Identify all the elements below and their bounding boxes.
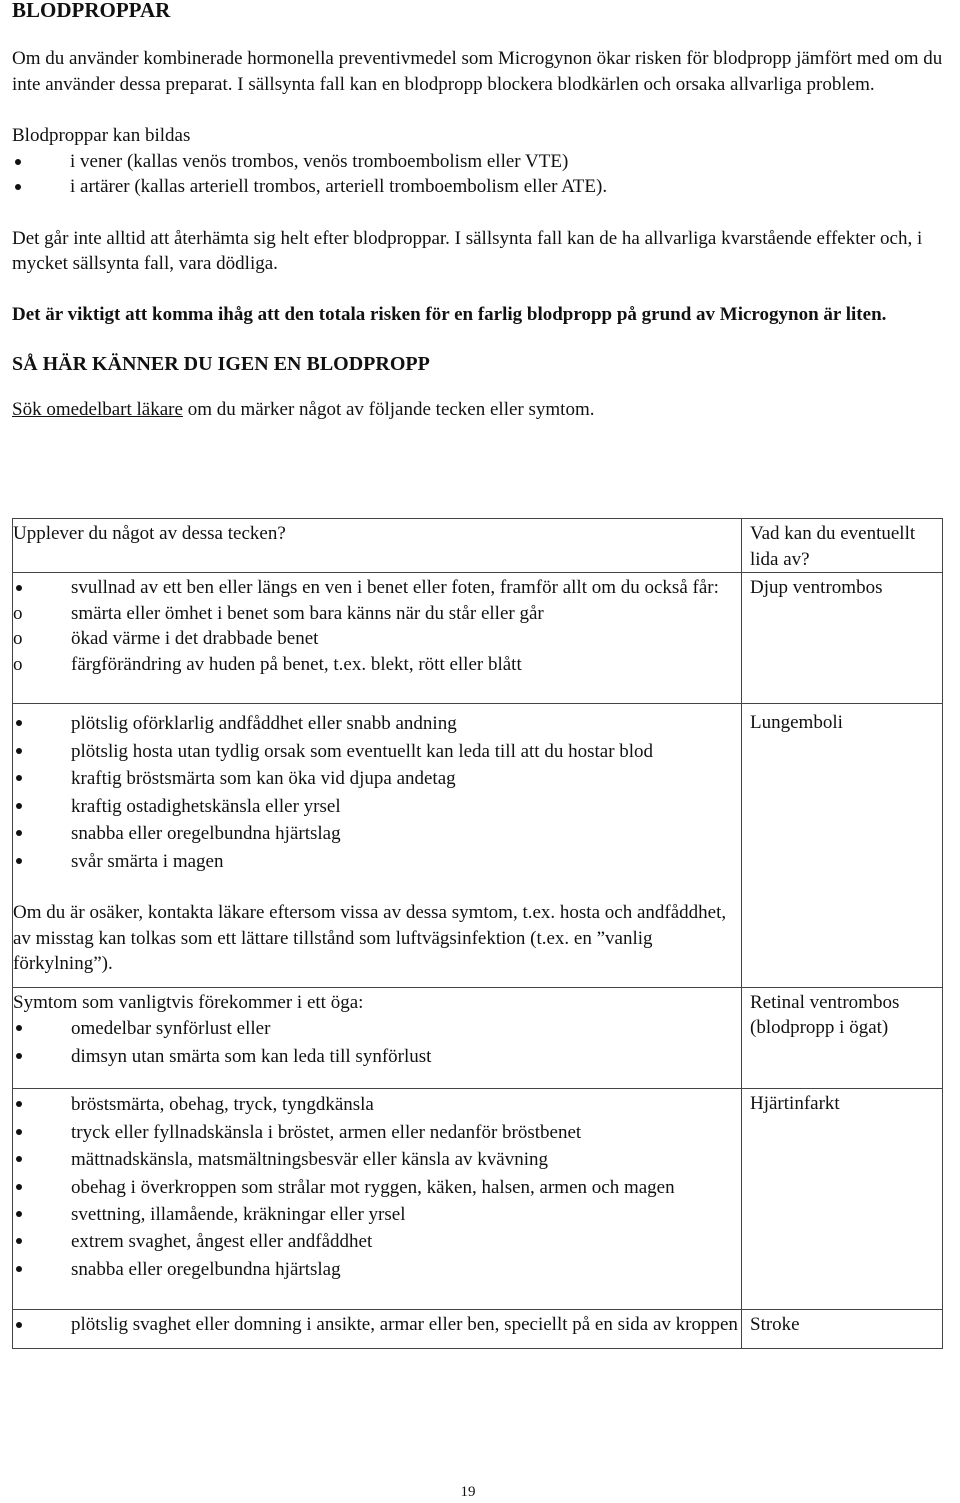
sub-list-item: o ökad värme i det drabbade benet (13, 628, 319, 649)
list-item: snabba eller oregelbundna hjärtslag (13, 1256, 741, 1284)
bildas-list (12, 149, 952, 200)
important-paragraph: Det är viktigt att komma ihåg att den totala risken för en farlig blodpropp på grund av Microgynon är liten. (12, 303, 887, 325)
list-item: plötslig oförklarlig andfåddhet eller snabb andning (13, 710, 741, 738)
table-row-pe (13, 704, 943, 988)
document-page (12, 0, 952, 1335)
header-left: Upplever du något av dessa tecken? (13, 523, 286, 544)
section-heading: SÅ HÄR KÄNNER DU IGEN EN BLODPROPP (12, 353, 430, 375)
diagnosis-eye: Retinal ventrombos (blodpropp i ögat) (750, 991, 900, 1038)
list-item: plötslig svaghet eller domning i ansikte, armar eller ben, speciellt på en sida av kroppen (13, 1312, 741, 1338)
table-row-eye (13, 987, 943, 1089)
seek-doctor-underlined: Sök omedelbart läkare (12, 398, 183, 420)
heading-blodproppar: BLODPROPPAR (12, 0, 171, 22)
list-item: i artärer (kallas arteriell trombos, arteriell tromboembolism eller ATE). (12, 174, 952, 200)
list-item: kraftig bröstsmärta som kan öka vid djupa andetag (13, 765, 741, 793)
diagnosis-stroke: Stroke (750, 1314, 800, 1335)
symptom-table (12, 518, 943, 1349)
list-item: snabba eller oregelbundna hjärtslag (13, 820, 741, 848)
table-header-row (13, 519, 943, 573)
table-row-mi (13, 1089, 943, 1310)
list-item: omedelbar synförlust eller (13, 1015, 741, 1043)
header-right: Vad kan du eventuellt lida av? (750, 523, 916, 570)
pe-note: Om du är osäker, kontakta läkare eftersom vissa av dessa symtom, t.ex. hosta och andfåddhet, av misstag kan tolkas som ett lättare tillstånd som luftvägsinfektion (t.ex. en ”vanlig förkylning”). (13, 902, 727, 974)
diagnosis-pe: Lungemboli (750, 712, 843, 733)
table-row-dvt (13, 573, 943, 704)
table-row-stroke (13, 1310, 943, 1349)
list-item: svår smärta i magen (13, 848, 741, 876)
list-item: mättnadskänsla, matsmältningsbesvär eller känsla av kvävning (13, 1146, 741, 1174)
sub-list-item: o färgförändring av huden på benet, t.ex. blekt, rött eller blått (13, 653, 522, 675)
seek-doctor-paragraph (12, 397, 952, 423)
sub-list-item: o smärta eller ömhet i benet som bara känns när du står eller går (13, 602, 544, 624)
page-number: 19 (460, 1484, 476, 1500)
list-item: svettning, illamående, kräkningar eller yrsel (13, 1201, 741, 1229)
seek-doctor-rest: om du märker något av följande tecken eller symtom. (182, 398, 595, 420)
list-item: plötslig hosta utan tydlig orsak som eventuellt kan leda till att du hostar blod (13, 738, 741, 766)
list-item: extrem svaghet, ångest eller andfåddhet (13, 1228, 741, 1256)
recovery-paragraph: Det går inte alltid att återhämta sig helt efter blodproppar. I sällsynta fall kan de ha allvarliga kvarstående effekter och, i mycket sällsynta fall, vara dödliga. (12, 227, 923, 274)
list-item: bröstsmärta, obehag, tryck, tyngdkänsla (13, 1091, 741, 1119)
diagnosis-mi: Hjärtinfarkt (750, 1093, 840, 1114)
list-item: dimsyn utan smärta som kan leda till synförlust (13, 1043, 741, 1071)
diagnosis-dvt: Djup ventrombos (750, 577, 883, 598)
eye-lead: Symtom som vanligtvis förekommer i ett öga: (13, 991, 364, 1013)
list-item: tryck eller fyllnadskänsla i bröstet, armen eller nedanför bröstbenet (13, 1119, 741, 1147)
list-item: kraftig ostadighetskänsla eller yrsel (13, 793, 741, 821)
list-item: i vener (kallas venös trombos, venös tromboembolism eller VTE) (12, 149, 952, 175)
bildas-lead: Blodproppar kan bildas (12, 125, 191, 146)
list-item: svullnad av ett ben eller längs en ven i benet eller foten, framför allt om du också får: (13, 575, 741, 601)
list-item: obehag i överkroppen som strålar mot ryggen, käken, halsen, armen och magen (13, 1174, 741, 1201)
intro-paragraph: Om du använder kombinerade hormonella preventivmedel som Microgynon ökar risken för blodpropp jämfört med om du inte använder dessa preparat. I sällsynta fall kan en blodpropp blockera blodkärlen och orsaka allvarliga problem. (12, 48, 943, 95)
